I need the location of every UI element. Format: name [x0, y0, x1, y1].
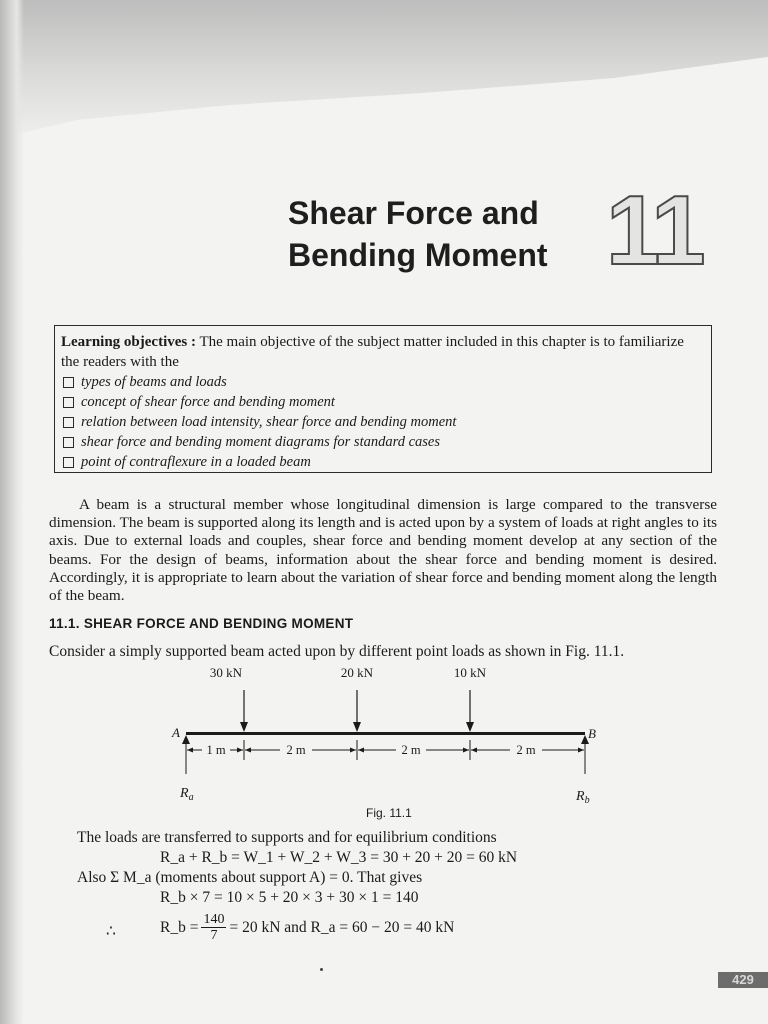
- checkbox-icon: [63, 417, 74, 428]
- chapter-title-line-1: Shear Force and: [288, 195, 539, 231]
- page-number: 429: [718, 972, 768, 988]
- consider-text: Consider a simply supported beam acted upon by different point loads as shown in Fig. 11.1.: [49, 643, 625, 660]
- chapter-number: 11: [606, 175, 702, 285]
- objectives-intro: [61, 332, 705, 372]
- learning-objectives-box: [54, 325, 712, 473]
- objective-item: [61, 432, 705, 452]
- arrowhead-icon: [471, 748, 477, 753]
- arrowhead-icon: [466, 722, 474, 732]
- beam-diagram: [160, 660, 610, 810]
- objective-item: [61, 392, 705, 412]
- arrowhead-icon: [358, 748, 364, 753]
- objectives-intro-text: The main objective of the subject matter included in this chapter is to familiarize the readers with the: [61, 334, 684, 370]
- therefore-symbol: ∴: [106, 923, 116, 940]
- intro-paragraph: A beam is a structural member whose longitudinal dimension is large compared to the transverse dimension. The beam is supported along its length and is acted upon by a system of loads at right angles to its axis. Due to external loads and couples, shear force and bending moment develop at any section of the beams. For the design of beams, information about the shear force and bending moment is desired. Accordingly, it is appropriate to learn about the variation of shear force and bending moment along the length of the beam.: [49, 496, 717, 605]
- objective-text: shear force and bending moment diagrams for standard cases: [81, 434, 440, 450]
- chapter-title-line-2: Bending Moment: [288, 237, 548, 273]
- arrowhead-icon: [240, 722, 248, 732]
- rb-label: R_b =: [160, 918, 199, 936]
- load-label-30kn: 30 kN: [209, 665, 243, 680]
- fraction-numerator: 140: [203, 912, 225, 927]
- section-heading: 11.1. SHEAR FORCE AND BENDING MOMENT: [49, 616, 354, 631]
- page-shadow-left: [0, 0, 24, 1024]
- objective-item: [61, 452, 705, 472]
- arrowhead-icon: [578, 748, 584, 753]
- beam: [186, 732, 585, 735]
- span-label-2m: 2 m: [401, 743, 421, 757]
- reaction-label-b: $R_b$: [576, 789, 590, 806]
- span-label-2m: 2 m: [286, 743, 306, 757]
- reaction-label-a: $R_a$: [180, 786, 194, 803]
- objective-text: types of beams and loads: [81, 374, 227, 390]
- objective-text: relation between load intensity, shear force and bending moment: [81, 414, 457, 430]
- support-a: [182, 735, 190, 744]
- rb-result: = 20 kN and R_a = 60 − 20 = 40 kN: [229, 918, 455, 936]
- span-label-1m: 1 m: [206, 743, 226, 757]
- checkbox-icon: [63, 377, 74, 388]
- arrowhead-icon: [237, 748, 243, 753]
- support-label-a: A: [172, 725, 180, 740]
- arrowhead-icon: [353, 722, 361, 732]
- checkbox-icon: [63, 397, 74, 408]
- objective-text: point of contraflexure in a loaded beam: [81, 454, 311, 470]
- span-label-2m: 2 m: [516, 743, 536, 757]
- objective-item: [61, 412, 705, 432]
- page-shadow-top: [0, 0, 768, 150]
- support-label-b: B: [588, 726, 596, 741]
- rb-equation: [160, 912, 454, 943]
- moment-equation: R_b × 7 = 10 × 5 + 20 × 3 + 30 × 1 = 140: [160, 889, 419, 906]
- objective-item: [61, 372, 705, 392]
- objective-text: concept of shear force and bending moment: [81, 394, 335, 410]
- fraction-denominator: 7: [210, 928, 218, 943]
- objectives-lead: Learning objectives :: [61, 334, 196, 350]
- moment-condition-text: Also Σ M_a (moments about support A) = 0. That gives: [77, 869, 423, 886]
- arrowhead-icon: [245, 748, 251, 753]
- checkbox-icon: [63, 437, 74, 448]
- load-label-20kn: 20 kN: [340, 665, 374, 680]
- transfer-text: The loads are transferred to supports and for equilibrium conditions: [77, 829, 497, 846]
- chapter-title: [288, 192, 608, 276]
- arrowhead-icon: [350, 748, 356, 753]
- arrowhead-icon: [463, 748, 469, 753]
- load-label-10kn: 10 kN: [453, 665, 487, 680]
- stray-mark: [320, 968, 323, 971]
- figure-caption: Fig. 11.1: [366, 806, 412, 820]
- equilibrium-equation: R_a + R_b = W_1 + W_2 + W_3 = 30 + 20 + 20 = 60 kN: [160, 849, 518, 866]
- fraction: [201, 912, 226, 943]
- checkbox-icon: [63, 457, 74, 468]
- arrowhead-icon: [187, 748, 193, 753]
